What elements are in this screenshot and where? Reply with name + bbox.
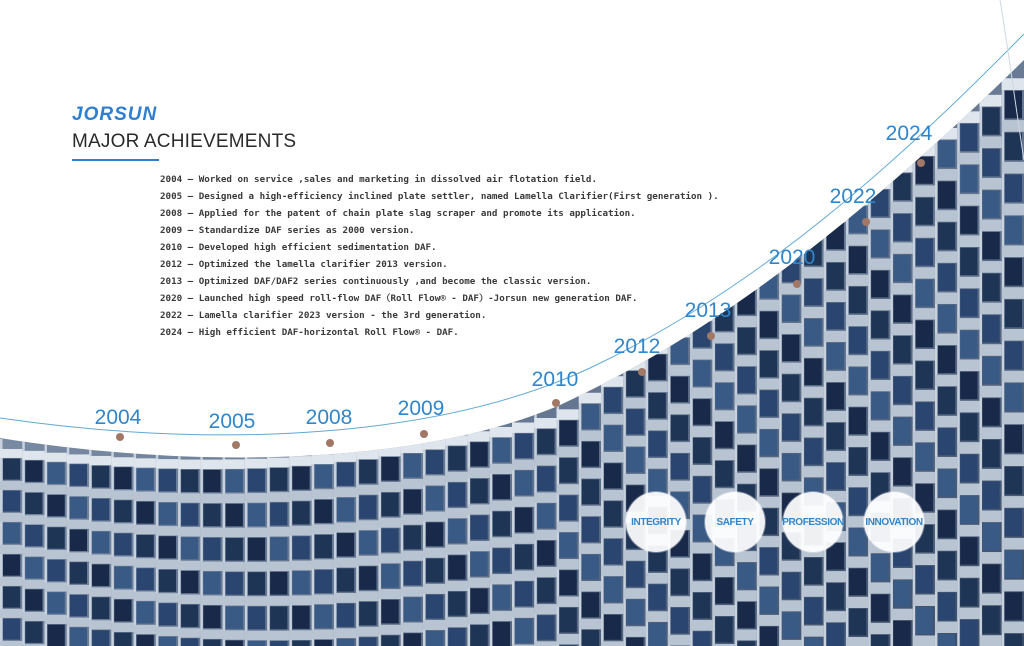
timeline-dot <box>638 368 646 376</box>
milestone-list <box>160 171 719 341</box>
timeline-year-label: 2005 <box>208 410 256 433</box>
milestone-item: 2013 — Optimized DAF/DAF2 series continuously ,and become the classic version. <box>160 276 592 287</box>
timeline-dot <box>326 439 334 447</box>
milestone-item: 2008 — Applied for the patent of chain plate slag scraper and promote its application. <box>160 208 636 219</box>
value-circle-innovation: INNOVATION <box>864 492 924 552</box>
timeline-dot <box>707 332 715 340</box>
timeline-dot <box>862 218 870 226</box>
milestone-item: 2010 — Developed high efficient sedimentation DAF. <box>160 242 437 253</box>
timeline-year-label: 2009 <box>397 397 445 420</box>
page-title: MAJOR ACHIEVEMENTS <box>72 131 297 152</box>
timeline-year-label: 2010 <box>531 368 579 391</box>
timeline-year-label: 2024 <box>885 122 933 145</box>
value-circle-integrity: INTEGRITY <box>626 492 686 552</box>
timeline-year-label: 2013 <box>684 299 732 322</box>
timeline-year-label: 2012 <box>613 335 661 358</box>
jorsun-logo: JORSUN <box>72 104 158 125</box>
timeline-dot <box>917 159 925 167</box>
timeline-dot <box>552 399 560 407</box>
milestone-item: 2004 — Worked on service ,sales and marketing in dissolved air flotation field. <box>160 174 597 185</box>
timeline-dot <box>793 280 801 288</box>
timeline-year-label: 2008 <box>305 406 353 429</box>
milestone-item: 2005 — Designed a high-efficiency inclined plate settler, named Lamella Clarifier(First generation ). <box>160 191 719 202</box>
title-underline <box>72 159 159 161</box>
milestone-item: 2022 — Lamella clarifier 2023 version - the 3rd generation. <box>160 310 487 321</box>
timeline-year-label: 2020 <box>768 246 816 269</box>
timeline-dot <box>232 441 240 449</box>
milestone-item: 2009 — Standardize DAF series as 2000 version. <box>160 225 415 236</box>
timeline-dot <box>420 430 428 438</box>
milestone-item: 2024 — High efficient DAF-horizontal Roll Flow® - DAF. <box>160 327 459 338</box>
timeline-dot <box>116 433 124 441</box>
milestone-item: 2012 — Optimized the lamella clarifier 2013 version. <box>160 259 448 270</box>
timeline-year-label: 2022 <box>829 185 877 208</box>
value-circle-safety: SAFETY <box>705 492 765 552</box>
value-circle-profession: PROFESSION <box>783 492 843 552</box>
milestone-item: 2020 — Launched high speed roll-flow DAF（Roll Flow® - DAF）-Jorsun new generation DAF. <box>160 293 638 304</box>
timeline-year-label: 2004 <box>94 406 142 429</box>
